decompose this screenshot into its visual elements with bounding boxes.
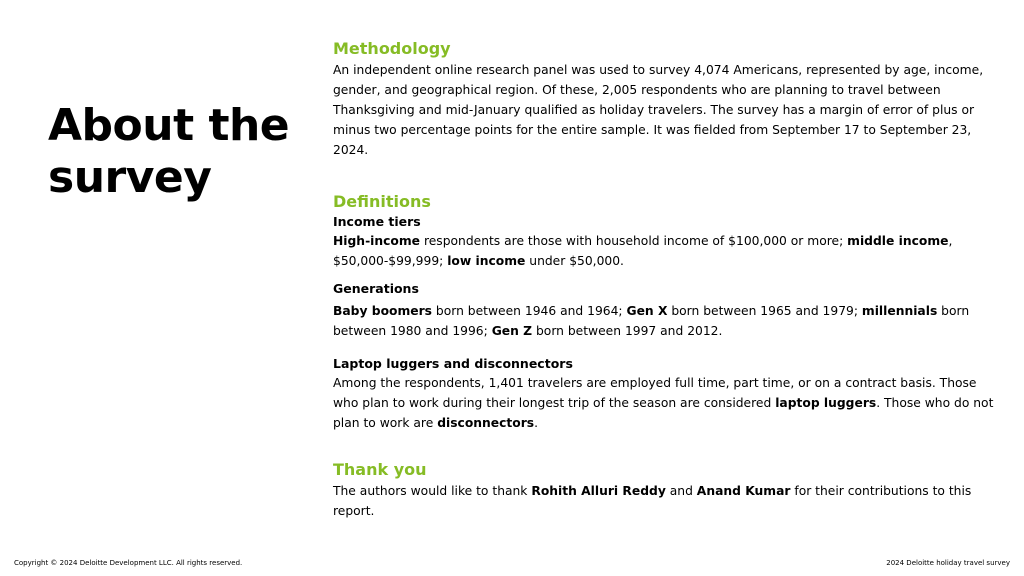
definitions-heading: Definitions — [333, 192, 431, 211]
high-income-term: High-income — [333, 234, 421, 248]
contributor-name: Rohith Alluri Reddy — [531, 484, 666, 498]
income-tiers-subheading: Income tiers — [333, 214, 421, 229]
generations-subheading: Generations — [333, 281, 419, 296]
laptop-luggers-subheading: Laptop luggers and disconnectors — [333, 356, 573, 371]
thank-you-text: The authors would like to thank Rohith Alluri Reddy and Anand Kumar for their contributions to this report. — [333, 484, 972, 518]
income-tiers-block — [333, 213, 1005, 271]
disconnectors-term: disconnectors — [437, 416, 535, 430]
contributor-name: Anand Kumar — [696, 484, 791, 498]
footer-copyright: Copyright © 2024 Deloitte Development LLC. All rights reserved. — [14, 559, 243, 567]
laptop-luggers-term: laptop luggers — [775, 396, 877, 410]
income-tiers-text: High-income respondents are those with household income of $100,000 or more; middle income, $50,000-$99,999; low income under $50,000. — [333, 234, 953, 268]
laptop-luggers-text: Among the respondents, 1,401 travelers are employed full time, part time, or on a contract basis. Those who plan to work during their longest trip of the season are considered laptop luggers. Those who do not plan to work are disconnectors. — [333, 376, 994, 430]
page-title: About the survey — [48, 100, 290, 203]
gen-z-term: Gen Z — [491, 324, 533, 338]
low-income-term: low income — [447, 254, 526, 268]
baby-boomers-term: Baby boomers — [333, 304, 433, 318]
middle-income-term: middle income — [847, 234, 949, 248]
content-column — [333, 38, 1005, 521]
generations-block — [333, 280, 1005, 341]
thank-you-heading: Thank you — [333, 460, 427, 479]
methodology-text: An independent online research panel was used to survey 4,074 Americans, represented by age, income, gender, and geographical region. Of these, 2,005 respondents who are planning to travel between Thanksgiving and mid-January qualified as holiday travelers. The survey has a margin of error of plus or minus two percentage points for the entire sample. It was fielded from September 17 to September 23, 2024. — [333, 63, 984, 157]
laptop-luggers-block — [333, 355, 1005, 433]
millennials-term: millennials — [861, 304, 938, 318]
gen-x-term: Gen X — [626, 304, 668, 318]
methodology-heading: Methodology — [333, 39, 451, 58]
footer-report-name: 2024 Deloitte holiday travel survey — [886, 559, 1010, 567]
generations-text: Baby boomers born between 1946 and 1964; Gen X born between 1965 and 1979; millennials born between 1980 and 1996; Gen Z born between 1997 and 2012. — [333, 304, 970, 338]
